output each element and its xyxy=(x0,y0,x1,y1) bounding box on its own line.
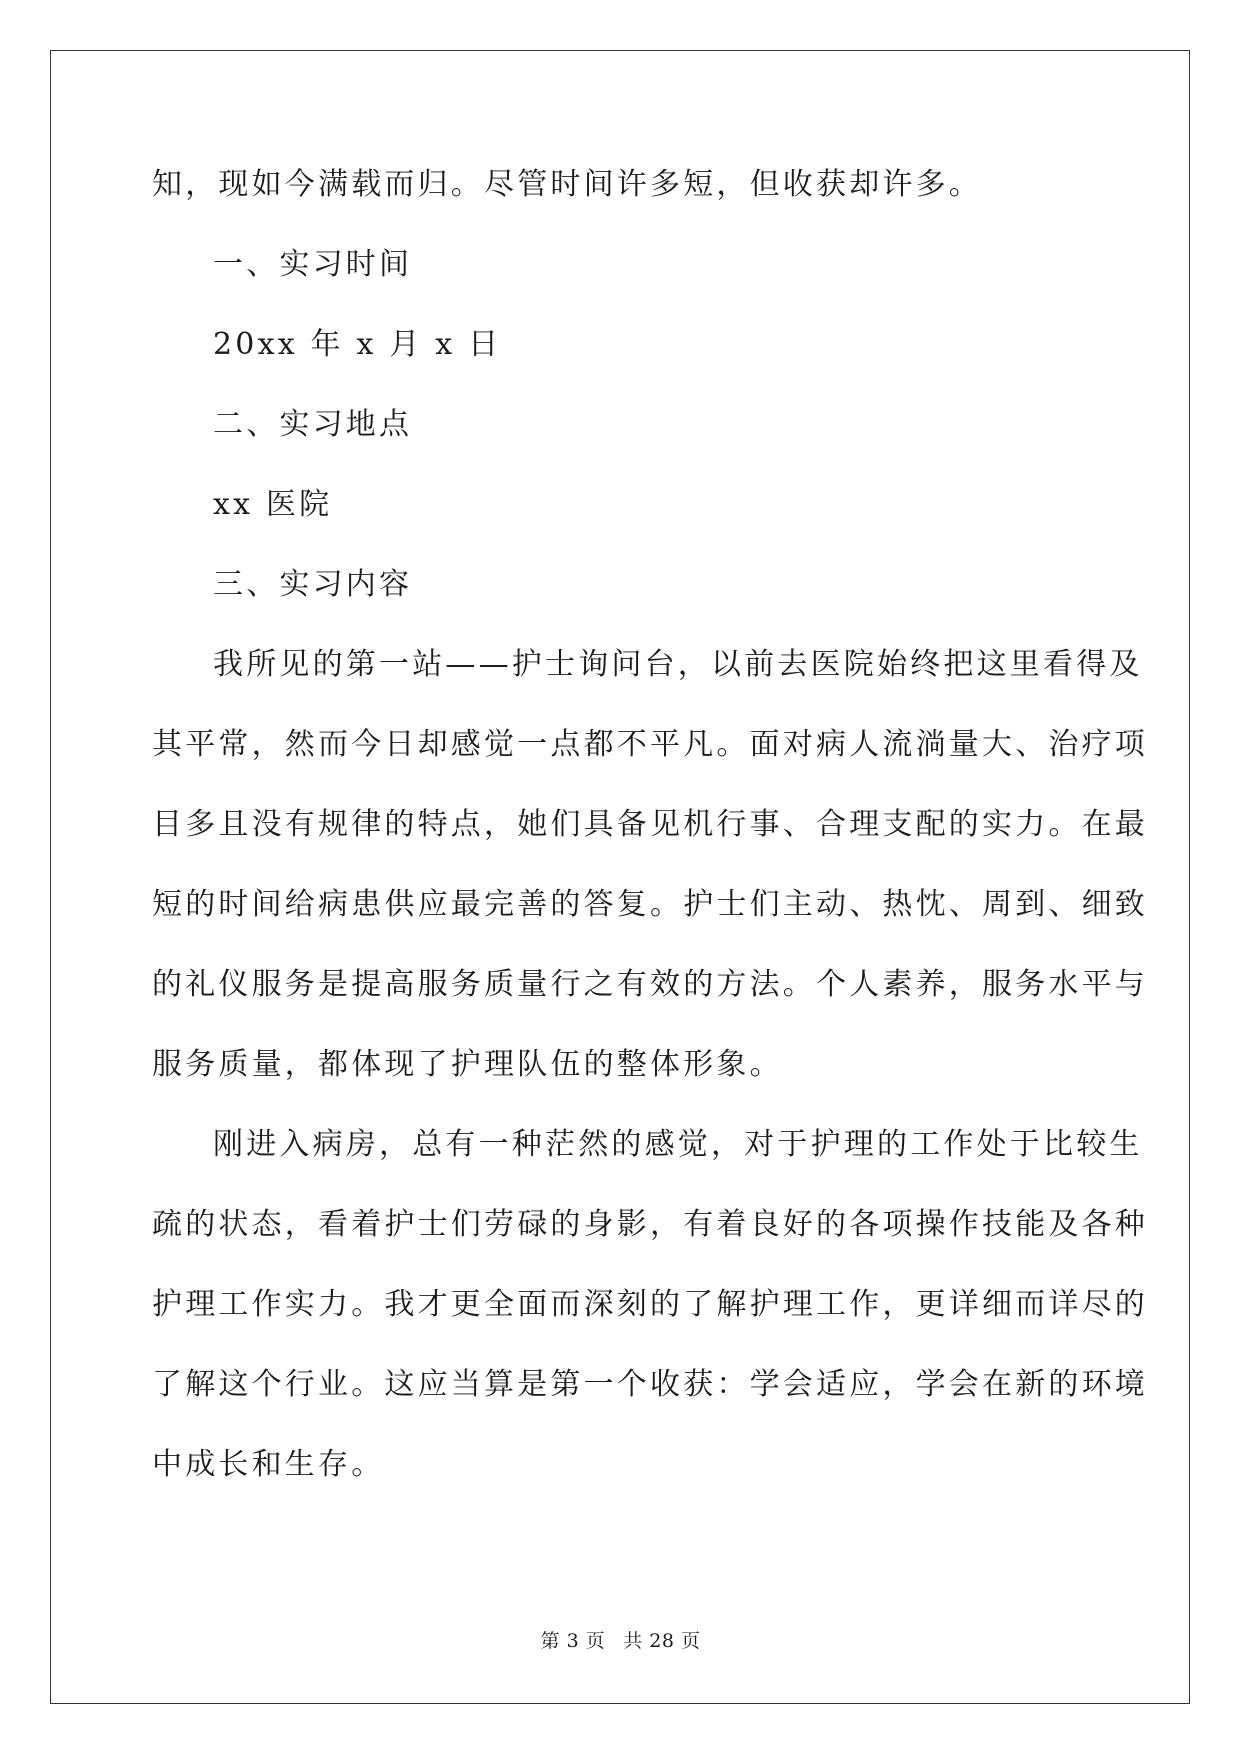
page-footer xyxy=(0,1629,1241,1653)
paragraph-line: 我所见的第一站——护士询问台，以前去医院始终把这里看得及 xyxy=(213,647,1143,682)
paragraph-line: 中成长和生存。 xyxy=(152,1447,385,1482)
internship-location: xx 医院 xyxy=(213,487,333,522)
paragraph-line: 目多且没有规律的特点，她们具备见机行事、合理支配的实力。在最 xyxy=(152,807,1148,842)
paragraph-line: 其平常，然而今日却感觉一点都不平凡。面对病人流淌量大、治疗项 xyxy=(152,727,1148,762)
page-number: 第 3 页 xyxy=(540,1630,606,1652)
paragraph-line: 护理工作实力。我才更全面而深刻的了解护理工作，更详细而详尽的 xyxy=(152,1287,1148,1322)
section-heading-time: 一、实习时间 xyxy=(213,247,413,282)
paragraph-line: 刚进入病房，总有一种茫然的感觉，对于护理的工作处于比较生 xyxy=(213,1127,1143,1162)
paragraph-line: 疏的状态，看着护士们劳碌的身影，有着良好的各项操作技能及各种 xyxy=(152,1207,1148,1242)
section-heading-location: 二、实习地点 xyxy=(213,407,413,442)
paragraph-line: 了解这个行业。这应当算是第一个收获：学会适应，学会在新的环境 xyxy=(152,1367,1148,1402)
paragraph-line: 服务质量，都体现了护理队伍的整体形象。 xyxy=(152,1047,783,1082)
total-pages: 共 28 页 xyxy=(623,1630,701,1652)
paragraph-line: 短的时间给病患供应最完善的答复。护士们主动、热忱、周到、细致 xyxy=(152,887,1148,922)
paragraph-line: 的礼仪服务是提高服务质量行之有效的方法。个人素养，服务水平与 xyxy=(152,967,1148,1002)
section-heading-content: 三、实习内容 xyxy=(213,567,413,602)
text-line: 知，现如今满载而归。尽管时间许多短，但收获却许多。 xyxy=(152,167,982,202)
internship-date: 20xx 年 x 月 x 日 xyxy=(213,327,502,362)
